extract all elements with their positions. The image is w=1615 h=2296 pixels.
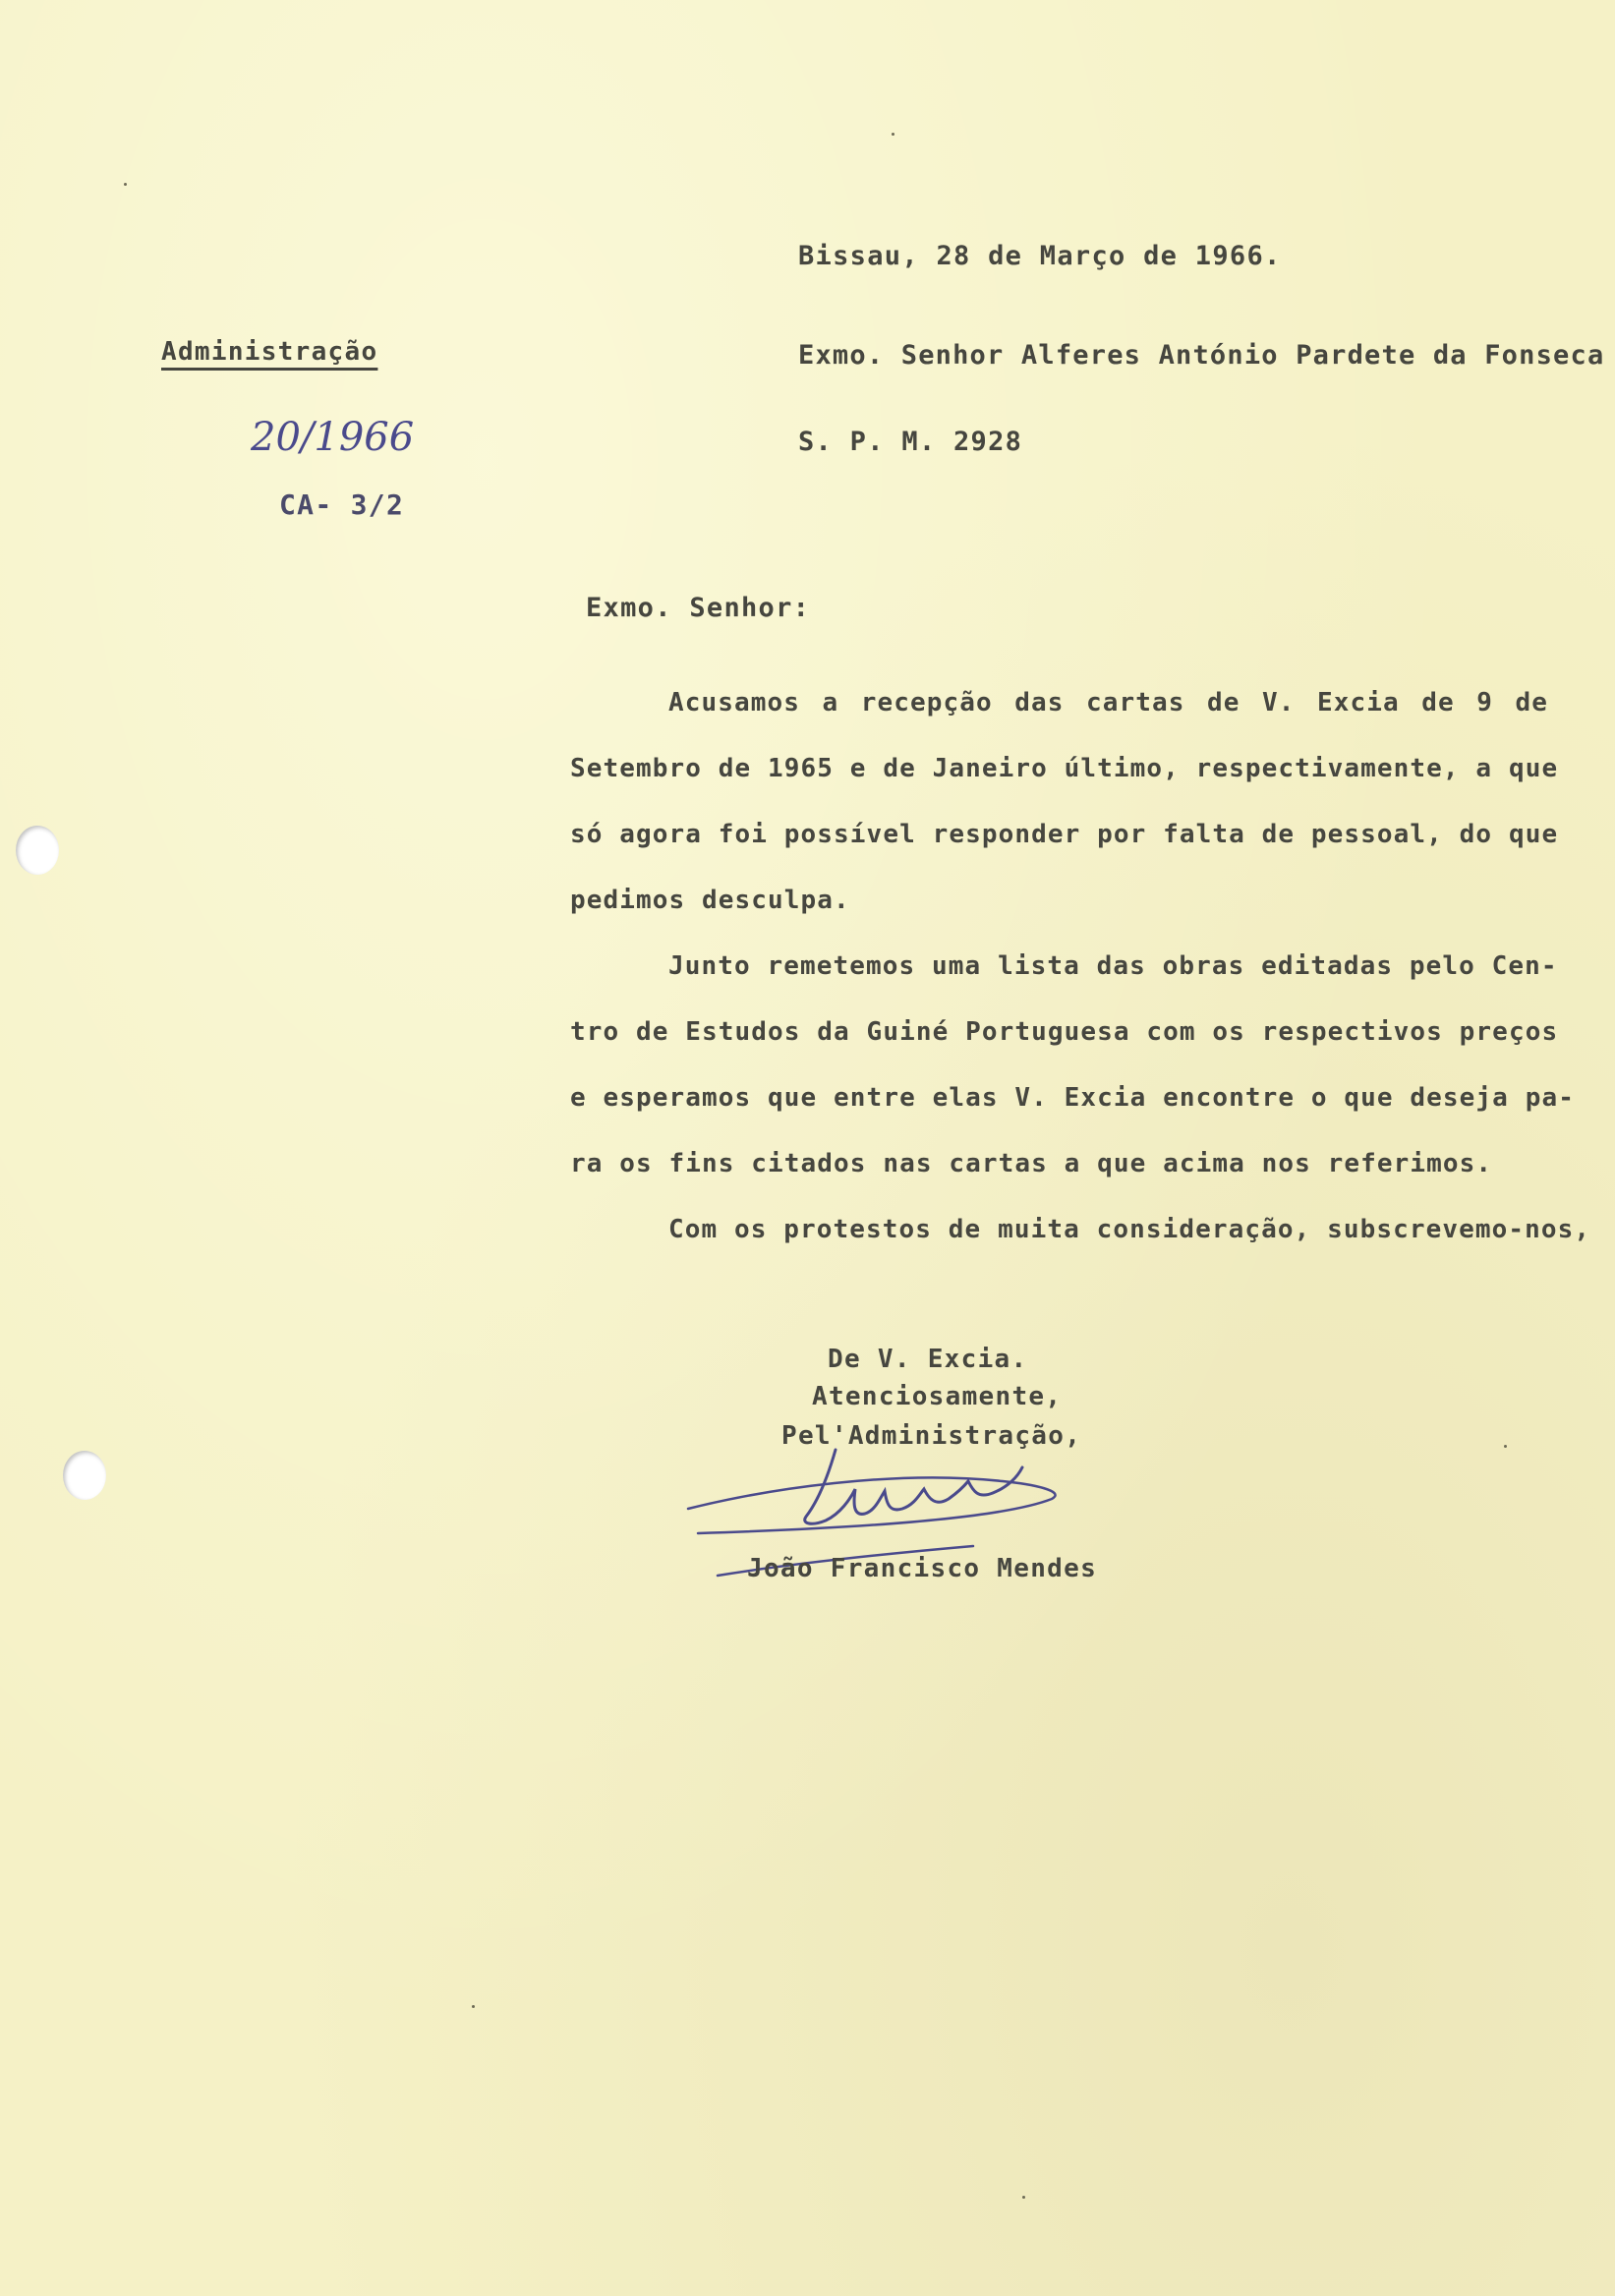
- closing-line-1: De V. Excia.: [828, 1345, 1028, 1374]
- paragraph-line: Com os protestos de muita consideração, subscrevemo-nos,: [668, 1215, 1591, 1244]
- paragraph-line: pedimos desculpa.: [570, 886, 850, 915]
- punch-hole-lower: [63, 1451, 106, 1500]
- reference-code: CA- 3/2: [279, 488, 405, 521]
- salutation: Exmo. Senhor:: [586, 593, 811, 623]
- paragraph-line: só agora foi possível responder por falta de pessoal, do que: [570, 820, 1559, 849]
- paper-speck: [472, 2005, 475, 2008]
- paragraph-line: ra os fins citados nas cartas a que acima nos referimos.: [570, 1149, 1493, 1178]
- recipient-line: Exmo. Senhor Alferes António Pardete da Fonseca: [798, 340, 1605, 371]
- paragraph-line: Junto remetemos uma lista das obras editadas pelo Cen-: [668, 951, 1558, 981]
- closing-line-2: Atenciosamente,: [812, 1382, 1063, 1411]
- paragraph-line: Setembro de 1965 e de Janeiro último, respectivamente, a que: [570, 754, 1559, 783]
- closing-line-3: Pel'Administração,: [781, 1421, 1082, 1451]
- paper-speck: [892, 133, 894, 136]
- paragraph-line: tro de Estudos da Guiné Portuguesa com os respectivos preços: [570, 1017, 1559, 1047]
- signer-name: João Francisco Mendes: [747, 1554, 1098, 1583]
- paragraph-2: [570, 934, 1575, 1197]
- paragraph-line: e esperamos que entre elas V. Excia encontre o que deseja pa-: [570, 1083, 1575, 1113]
- paragraph-3: [570, 1197, 1591, 1263]
- paper-speck: [124, 183, 127, 186]
- paragraph-line: Acusamos a recepção das cartas de V. Excia de 9 de: [668, 688, 1548, 718]
- place-date: Bissau, 28 de Março de 1966.: [798, 241, 1282, 271]
- postal-code: S. P. M. 2928: [798, 427, 1023, 457]
- punch-hole-upper: [16, 826, 59, 875]
- paper-speck: [1022, 2196, 1025, 2199]
- department-heading: Administração: [161, 337, 378, 367]
- paper-speck: [1504, 1445, 1507, 1448]
- paragraph-1: [570, 670, 1559, 934]
- reference-number: 20/1966: [251, 415, 415, 460]
